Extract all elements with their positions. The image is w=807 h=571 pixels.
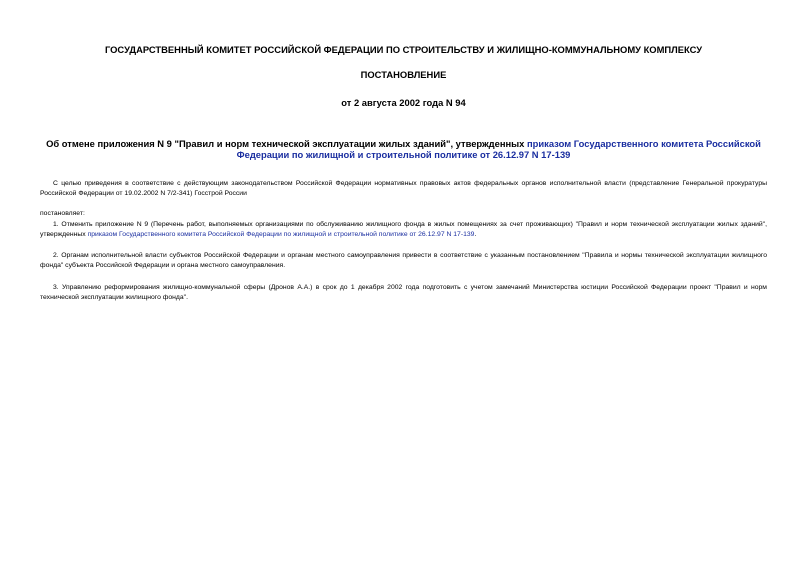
resolves-label: постановляет:: [40, 210, 85, 217]
preamble-paragraph: С целью приведения в соответствие с действующим законодательством Российской Федерации нормативных правовых актов федеральных органов исполнительной власти (представление Генеральной прокуратуры Российской Федерации от 19.02.2002 N 7/2-341) Госстрой России: [40, 180, 767, 197]
document-title: [40, 138, 767, 160]
issuing-body-heading: ГОСУДАРСТВЕННЫЙ КОМИТЕТ РОССИЙСКОЙ ФЕДЕРАЦИИ ПО СТРОИТЕЛЬСТВУ И ЖИЛИЩНО-КОММУНАЛЬНОМУ КОМПЛЕКСУ: [104, 44, 703, 55]
clause-3-paragraph: 3. Управлению реформирования жилищно-коммунальной сферы (Дронов А.А.) в срок до 1 декабря 2002 года подготовить с учетом замечаний Министерства юстиции Российской Федерации проект "Правил и норм технической эксплуатации жилищного фонда".: [40, 284, 767, 301]
clause-1-paragraph: [40, 220, 767, 240]
clause-1-end: .: [474, 231, 477, 238]
title-order-link[interactable]: приказом Государственного комитета Российской Федерации по жилищной и строительной политике от 26.12.97 N 17-139: [236, 138, 761, 160]
document-date-heading: от 2 августа 2002 года N 94: [341, 97, 466, 108]
clause-1-text: 1. Отменить приложение N 9 (Перечень работ, выполняемых организациями по обслуживанию жилищного фонда в жилых помещениях за счет проживающих) "Правил и норм технической эксплуатации жилых зданий", утвержденных: [40, 221, 767, 238]
document-type-heading: ПОСТАНОВЛЕНИЕ: [360, 69, 447, 80]
document-title-text: Об отмене приложения N 9 "Правил и норм технической эксплуатации жилых зданий", утвержденных: [46, 138, 527, 149]
clause-1-order-link[interactable]: приказом Государственного комитета Российской Федерации по жилищной и строительной политике от 26.12.97 N 17-139: [87, 231, 475, 238]
clause-2-paragraph: 2. Органам исполнительной власти субъектов Российской Федерации и органам местного самоуправления привести в соответствие с указанным постановлением "Правила и нормы технической эксплуатации жилищного фонда" субъекта Российской Федерации и органа местного самоуправления.: [40, 252, 767, 269]
